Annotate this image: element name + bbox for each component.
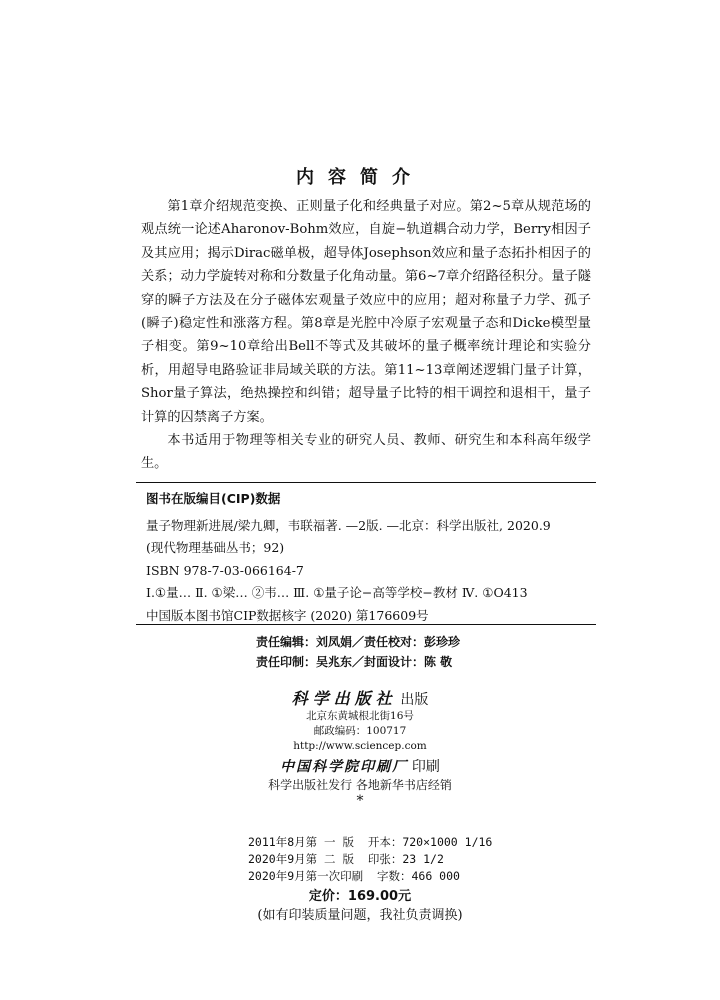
price-line: 定价：169.00元 — [308, 889, 412, 904]
cip-box-top-rule — [136, 482, 596, 483]
publisher-line — [0, 690, 720, 709]
separator-asterisk: * — [356, 793, 364, 809]
distribution-line: 科学出版社发行 各地新华书店经销 — [268, 778, 452, 792]
content-summary — [141, 195, 591, 476]
imprint-block — [0, 690, 720, 808]
cip-record-number-line: 中国版本图书馆CIP数据核字 (2020) 第176609号 — [146, 607, 429, 623]
edition-row — [248, 868, 492, 885]
edition-row-right: 印张：23 1/2 — [367, 852, 444, 866]
publisher-address: 北京东黄城根北街16号 — [306, 710, 414, 722]
publisher-suffix: 出版 — [400, 692, 429, 708]
staff-credits — [256, 632, 460, 672]
printer-logo-text: 中国科学院印刷厂 — [280, 759, 409, 775]
edition-row — [248, 851, 492, 868]
printer-suffix: 印刷 — [411, 759, 440, 775]
printer-line — [0, 758, 720, 776]
cip-classification-line: Ⅰ.①量… Ⅱ. ①梁… ②韦… Ⅲ. ①量子论−高等学校−教材 Ⅳ. ①O413 — [146, 585, 528, 600]
cip-series-line: (现代物理基础丛书；92) — [146, 540, 285, 555]
cip-isbn-line: ISBN 978-7-03-066164-7 — [146, 562, 304, 578]
cip-box-bottom-rule — [136, 624, 596, 625]
publisher-postcode: 邮政编码：100717 — [313, 725, 407, 737]
edition-row-right: 字数：466 000 — [376, 869, 460, 883]
summary-paragraph-2: 本书适用于物理等相关专业的研究人员、教师、研究生和本科高年级学生。 — [141, 433, 591, 472]
cip-heading: 图书在版编目(CIP)数据 — [146, 491, 281, 506]
staff-line-editors: 责任编辑：刘凤娟／责任校对：彭珍珍 — [256, 635, 461, 649]
edition-row-left: 2011年8月第 一 版 — [248, 835, 354, 849]
edition-row-left: 2020年9月第一次印刷 — [248, 869, 364, 883]
edition-row-right: 开本：720×1000 1/16 — [367, 835, 493, 849]
quality-notice: (如有印装质量问题，我社负责调换) — [257, 908, 463, 923]
publisher-website: http://www.sciencep.com — [293, 740, 427, 752]
staff-line-production: 责任印制：吴兆东／封面设计：陈 敬 — [256, 655, 453, 669]
cip-block — [146, 488, 596, 627]
edition-row-left: 2020年9月第 二 版 — [248, 852, 354, 866]
edition-details — [248, 834, 492, 885]
edition-row — [248, 834, 492, 851]
publisher-logo-text: 科学出版社 — [291, 689, 397, 708]
section-title: 内容简介 — [296, 167, 424, 188]
cip-title-line: 量子物理新进展/梁九卿，韦联福著. —2版. —北京：科学出版社, 2020.9 — [146, 517, 551, 533]
summary-paragraph-1: 第1章介绍规范变换、正则量子化和经典量子对应。第2~5章从规范场的观点统一论述Aharonov-Bohm效应，自旋−轨道耦合动力学，Berry相因子及其应用；揭示Dirac磁单极，超导体Josephson效应和量子态拓扑相因子的关系；动力学旋转对称和分数量子化角动量。第6~7章介绍路径积分。量子隧穿的瞬子方法及在分子磁体宏观量子效应中的应用；超对称量子力学、孤子(瞬子)稳定性和涨落方程。第8章是光腔中冷原子宏观量子态和Dicke模型量子相变。第9~10章给出Bell不等式及其破坏的量子概率统计理论和实验分析，用超导电路验证非局域关联的方法。第11~13章阐述逻辑门量子计算，Shor量子算法，绝热操控和纠错；超导量子比特的相干调控和退相干，量子计算的囚禁离子方案。 — [141, 199, 591, 425]
